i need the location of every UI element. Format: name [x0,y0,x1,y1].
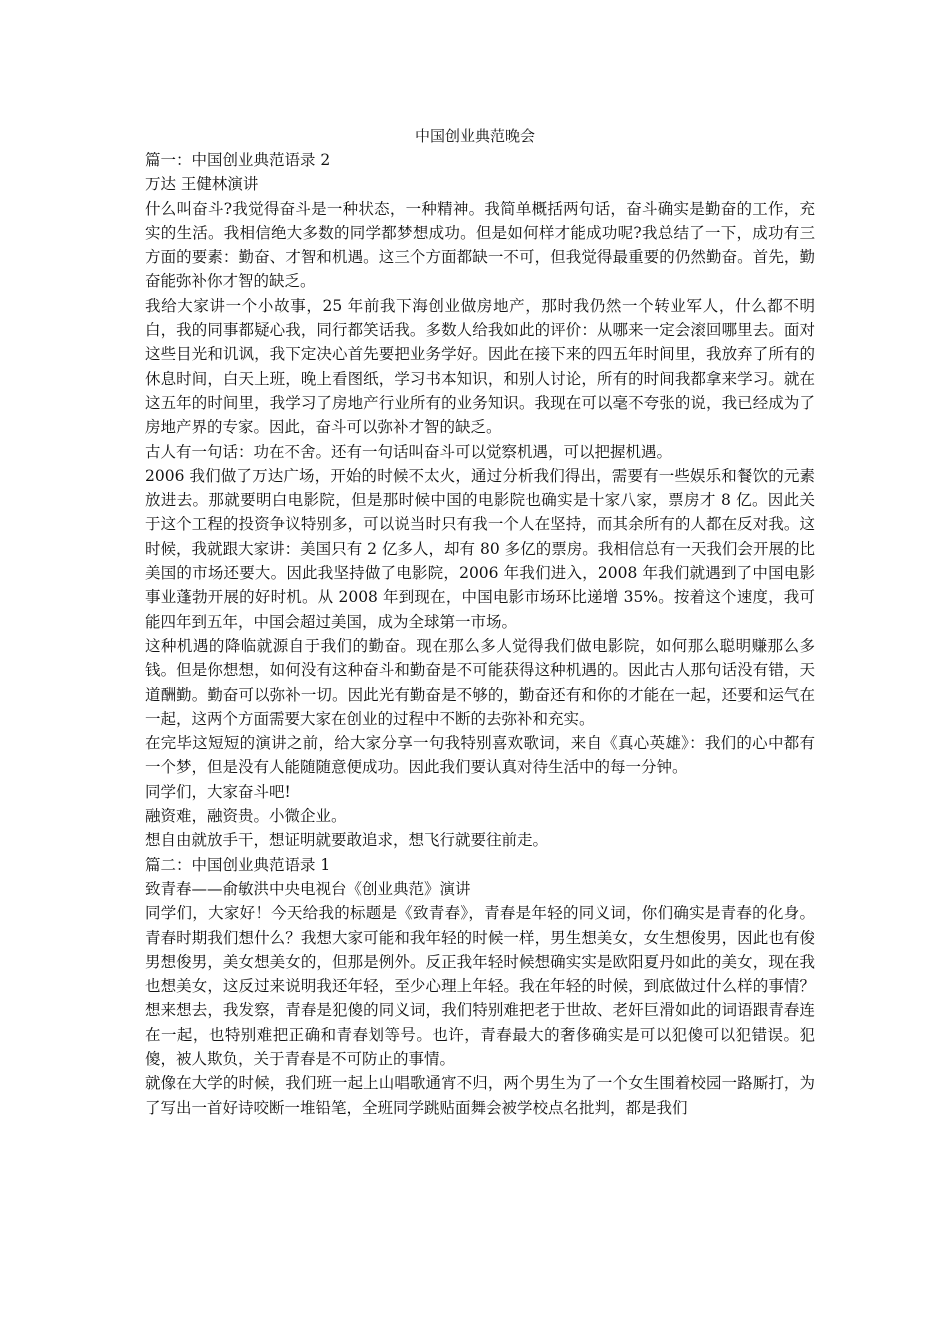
paragraph: 古人有一句话：功在不舍。还有一句话叫奋斗可以觉察机遇，可以把握机遇。 [145,442,673,461]
paragraph: 什么叫奋斗?我觉得奋斗是一种状态，一种精神。我简单概括两句话，奋斗确实是勤奋的工作，充实的生活。我相信绝大多数的同学都梦想成功。但是如何样才能成功呢?我总结了一下，成功有三方面的要素：勤奋、才智和机遇。这三个方面都缺一不可，但我觉得最重要的仍然勤奋。首先，勤奋能弥补你才智的缺乏。 [145,199,815,291]
paragraph: 融资难，融资贵。小微企业。 [145,807,347,826]
paragraph: 同学们，大家好！今天给我的标题是《致青春》，青春是年轻的同义词，你们确实是青春的化身。青春时期我们想什么？我想大家可能和我年轻的时候一样，男生想美女，女生想俊男，因此也有俊男想俊男，美女想美女的，但那是例外。反正我年轻时候想确实实是欧阳夏丹如此的美女，现在我也想美女，这反过来说明我还年轻，至少心理上年轻。我在年轻的时候，到底做过什么样的事情？想来想去，我发察，青春是犯傻的同义词，我们特别难把老于世故、老奸巨滑如此的词语跟青春连在一起，也特别难把正确和青春划等号。也许，青春最大的奢侈确实是可以犯傻可以犯错误。犯傻，被人欺负，关于青春是不可防止的事情。 [145,904,815,1068]
section-heading-2: 篇二：中国创业典范语录 1 [145,855,331,874]
paragraph: 我给大家讲一个小故事，25 年前我下海创业做房地产，那时我仍然一个转业军人，什么都不明白，我的同事都疑心我，同行都笑话我。多数人给我如此的评价：从哪来一定会滚回哪里去。面对这些目光和讥讽，我下定决心首先要把业务学好。因此在接下来的四五年时间里，我放弃了所有的休息时间，白天上班，晚上看图纸，学习书本知识，和别人讨论，所有的时间我都拿来学习。就在这五年的时间里，我学习了房地产行业所有的业务知识。我现在可以毫不夸张的说，我已经成为了房地产界的专家。因此，奋斗可以弥补才智的缺乏。 [145,296,815,437]
section-heading-1: 篇一：中国创业典范语录 2 [145,151,331,169]
speaker-line-2: 致青春——俞敏洪中央电视台《创业典范》演讲 [145,879,471,898]
document-title: 中国创业典范晚会 [414,127,535,145]
paragraph: 这种机遇的降临就源自于我们的勤奋。现在那么多人觉得我们做电影院，如何那么聪明赚那么多钱。但是你想想，如何没有这种奋斗和勤奋是不可能获得这种机遇的。因此古人那句话没有错，天道酬勤。勤奋可以弥补一切。因此光有勤奋是不够的，勤奋还有和你的才能在一起，还要和运气在一起，这两个方面需要大家在创业的过程中不断的去弥补和充实。 [145,636,815,728]
paragraph: 就像在大学的时候，我们班一起上山唱歌通宵不归，两个男生为了一个女生围着校园一路厮打，为了写出一首好诗咬断一堆铅笔，全班同学跳贴面舞会被学校点名批判，都是我们 [145,1074,815,1117]
paragraph: 同学们，大家奋斗吧! [145,782,291,801]
document-body [145,148,815,1120]
paragraph: 在完毕这短短的演讲之前，给大家分享一句我特别喜欢歌词，来自《真心英雄》：我们的心中都有一个梦，但是没有人能随随意便成功。因此我们要认真对待生活中的每一分钟。 [145,734,815,777]
speaker-line-1: 万达 王健林演讲 [145,175,259,194]
paragraph: 2006 我们做了万达广场，开始的时候不太火，通过分析我们得出，需要有一些娱乐和餐饮的元素放进去。那就要明白电影院，但是那时候中国的电影院也确实是十家八家，票房才 8 亿。因此关于这个工程的投资争议特别多，可以说当时只有我一个人在坚持，而其余所有的人都在反对我。这时候，我就跟大家讲：美国只有 2 亿多人，却有 80 多亿的票房。我相信总有一天我们会开展的比美国的市场还要大。因此我坚持做了电影院，2006 年我们进入，2008 年我们就遇到了中国电影事业蓬勃开展的好时机。从 2008 年到现在，中国电影市场环比递增 35%。按着这个速度，我可能四年到五年，中国会超过美国，成为全球第一市场。 [145,466,815,631]
paragraph: 想自由就放手干，想证明就要敢追求，想飞行就要往前走。 [145,831,549,850]
